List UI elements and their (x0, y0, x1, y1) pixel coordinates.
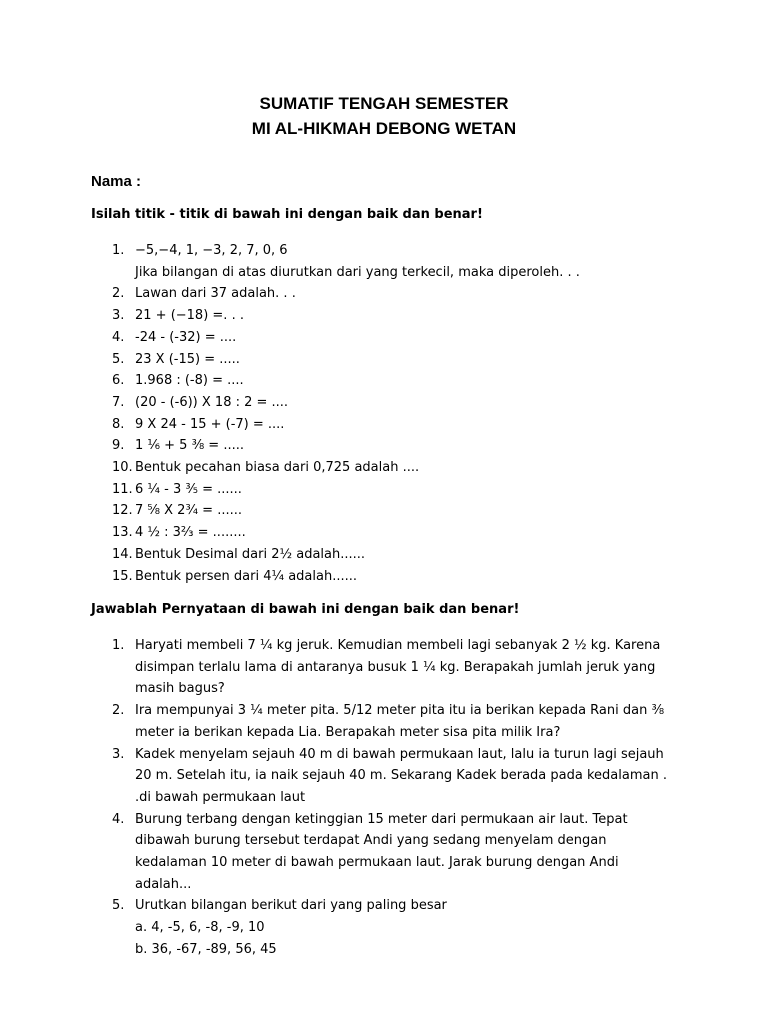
item-text: 1 ⅙ + 5 ⅜ = ..... (135, 438, 244, 454)
item-text: Bentuk Desimal dari 2½ adalah...... (135, 546, 366, 562)
list-item (0, 809, 675, 896)
item-number: 4. (112, 811, 125, 827)
item-text: 1.968 : (-8) = .... (135, 373, 244, 389)
list-item (0, 435, 675, 457)
item-number: 11. (112, 481, 133, 497)
item-text: 4 ½ : 3⅔ = ........ (135, 525, 246, 541)
item-number: 10. (112, 460, 133, 476)
title-line-2: MI AL-HIKMAH DEBONG WETAN (251, 119, 517, 138)
section1-instruction: Isilah titik - titik di bawah ini dengan baik dan benar! (91, 207, 483, 222)
item-text: −5,−4, 1, −3, 2, 7, 0, 6 (135, 243, 288, 258)
list-item (0, 895, 675, 960)
item-number: 5. (112, 898, 125, 914)
item-sub-a: a. 4, -5, 6, -8, -9, 10 (135, 920, 265, 936)
list-item (0, 305, 675, 327)
item-text: Haryati membeli 7 ¼ kg jeruk. Kemudian membeli lagi sebanyak 2 ½ kg. Karena disimpan terlalu lama di antaranya busuk 1 ¼ kg. Berapakah jumlah jeruk yang masih bagus? (135, 638, 661, 697)
item-text: Bentuk persen dari 4¼ adalah...... (135, 568, 357, 584)
list-item (0, 522, 675, 544)
item-number: 13. (112, 525, 133, 541)
item-number: 5. (112, 351, 125, 367)
item-number: 3. (112, 746, 125, 762)
item-text: Burung terbang dengan ketinggian 15 meter dari permukaan air laut. Tepat dibawah burung tersebut terdapat Andi yang sedang menyelam dengan kedalaman 10 meter di bawah permukaan laut. Jarak burung dengan Andi adalah... (135, 811, 628, 892)
section2-list (0, 635, 675, 961)
item-text: Ira mempunyai 3 ¼ meter pita. 5/12 meter pita itu ia berikan kepada Rani dan ⅜ meter ia berikan kepada Lia. Berapakah meter sisa pita milik Ira? (135, 703, 665, 740)
item-text: Urutkan bilangan berikut dari yang paling besar (135, 898, 447, 914)
item-text: Bentuk pecahan biasa dari 0,725 adalah .... (135, 460, 420, 476)
nama-label: Nama : (91, 173, 142, 190)
list-item (0, 700, 675, 743)
item-text: 6 ¼ - 3 ⅗ = ...... (135, 481, 242, 497)
list-item (0, 500, 675, 522)
item-number: 8. (112, 416, 125, 432)
list-item (0, 414, 675, 436)
item-number: 1. (112, 638, 125, 653)
list-item (0, 349, 675, 371)
list-item (0, 370, 675, 392)
list-item (0, 744, 675, 809)
list-item (0, 635, 675, 700)
item-text: (20 - (-6)) X 18 : 2 = .... (135, 394, 289, 410)
item-text: -24 - (-32) = .... (135, 329, 237, 345)
item-text: 7 ⅝ X 2¾ = ...... (135, 503, 242, 519)
item-text: 9 X 24 - 15 + (-7) = .... (135, 416, 285, 432)
title-line-1: SUMATIF TENGAH SEMESTER (259, 94, 509, 113)
item-number: 12. (112, 503, 133, 519)
item-text: Lawan dari 37 adalah. . . (135, 286, 296, 302)
item-number: 14. (112, 546, 133, 562)
section1-list (0, 240, 675, 587)
item-text: 23 X (-15) = ..... (135, 351, 240, 367)
item-number: 15. (112, 568, 133, 584)
list-item (0, 479, 675, 501)
item-text: 21 + (−18) =. . . (135, 308, 244, 324)
item-subtext: Jika bilangan di atas diurutkan dari yang terkecil, maka diperoleh. . . (135, 264, 580, 280)
item-number: 9. (112, 438, 125, 454)
list-item (0, 392, 675, 414)
item-number: 6. (112, 373, 125, 389)
list-item (0, 327, 675, 349)
list-item (0, 457, 675, 479)
list-item (0, 283, 675, 305)
item-number: 2. (112, 286, 125, 302)
item-text: Kadek menyelam sejauh 40 m di bawah permukaan laut, lalu ia turun lagi sejauh 20 m. Setelah itu, ia naik sejauh 40 m. Sekarang Kadek berada pada kedalaman . .di bawah permukaan laut (135, 746, 667, 805)
item-number: 4. (112, 329, 125, 345)
item-number: 2. (112, 703, 125, 719)
item-number: 3. (112, 308, 125, 324)
list-item (0, 240, 675, 283)
list-item (0, 544, 675, 566)
item-number: 7. (112, 394, 125, 410)
item-sub-b: b. 36, -67, -89, 56, 45 (135, 941, 277, 957)
section2-instruction: Jawablah Pernyataan di bawah ini dengan baik dan benar! (91, 602, 520, 617)
list-item (0, 566, 675, 588)
item-number: 1. (112, 243, 125, 258)
